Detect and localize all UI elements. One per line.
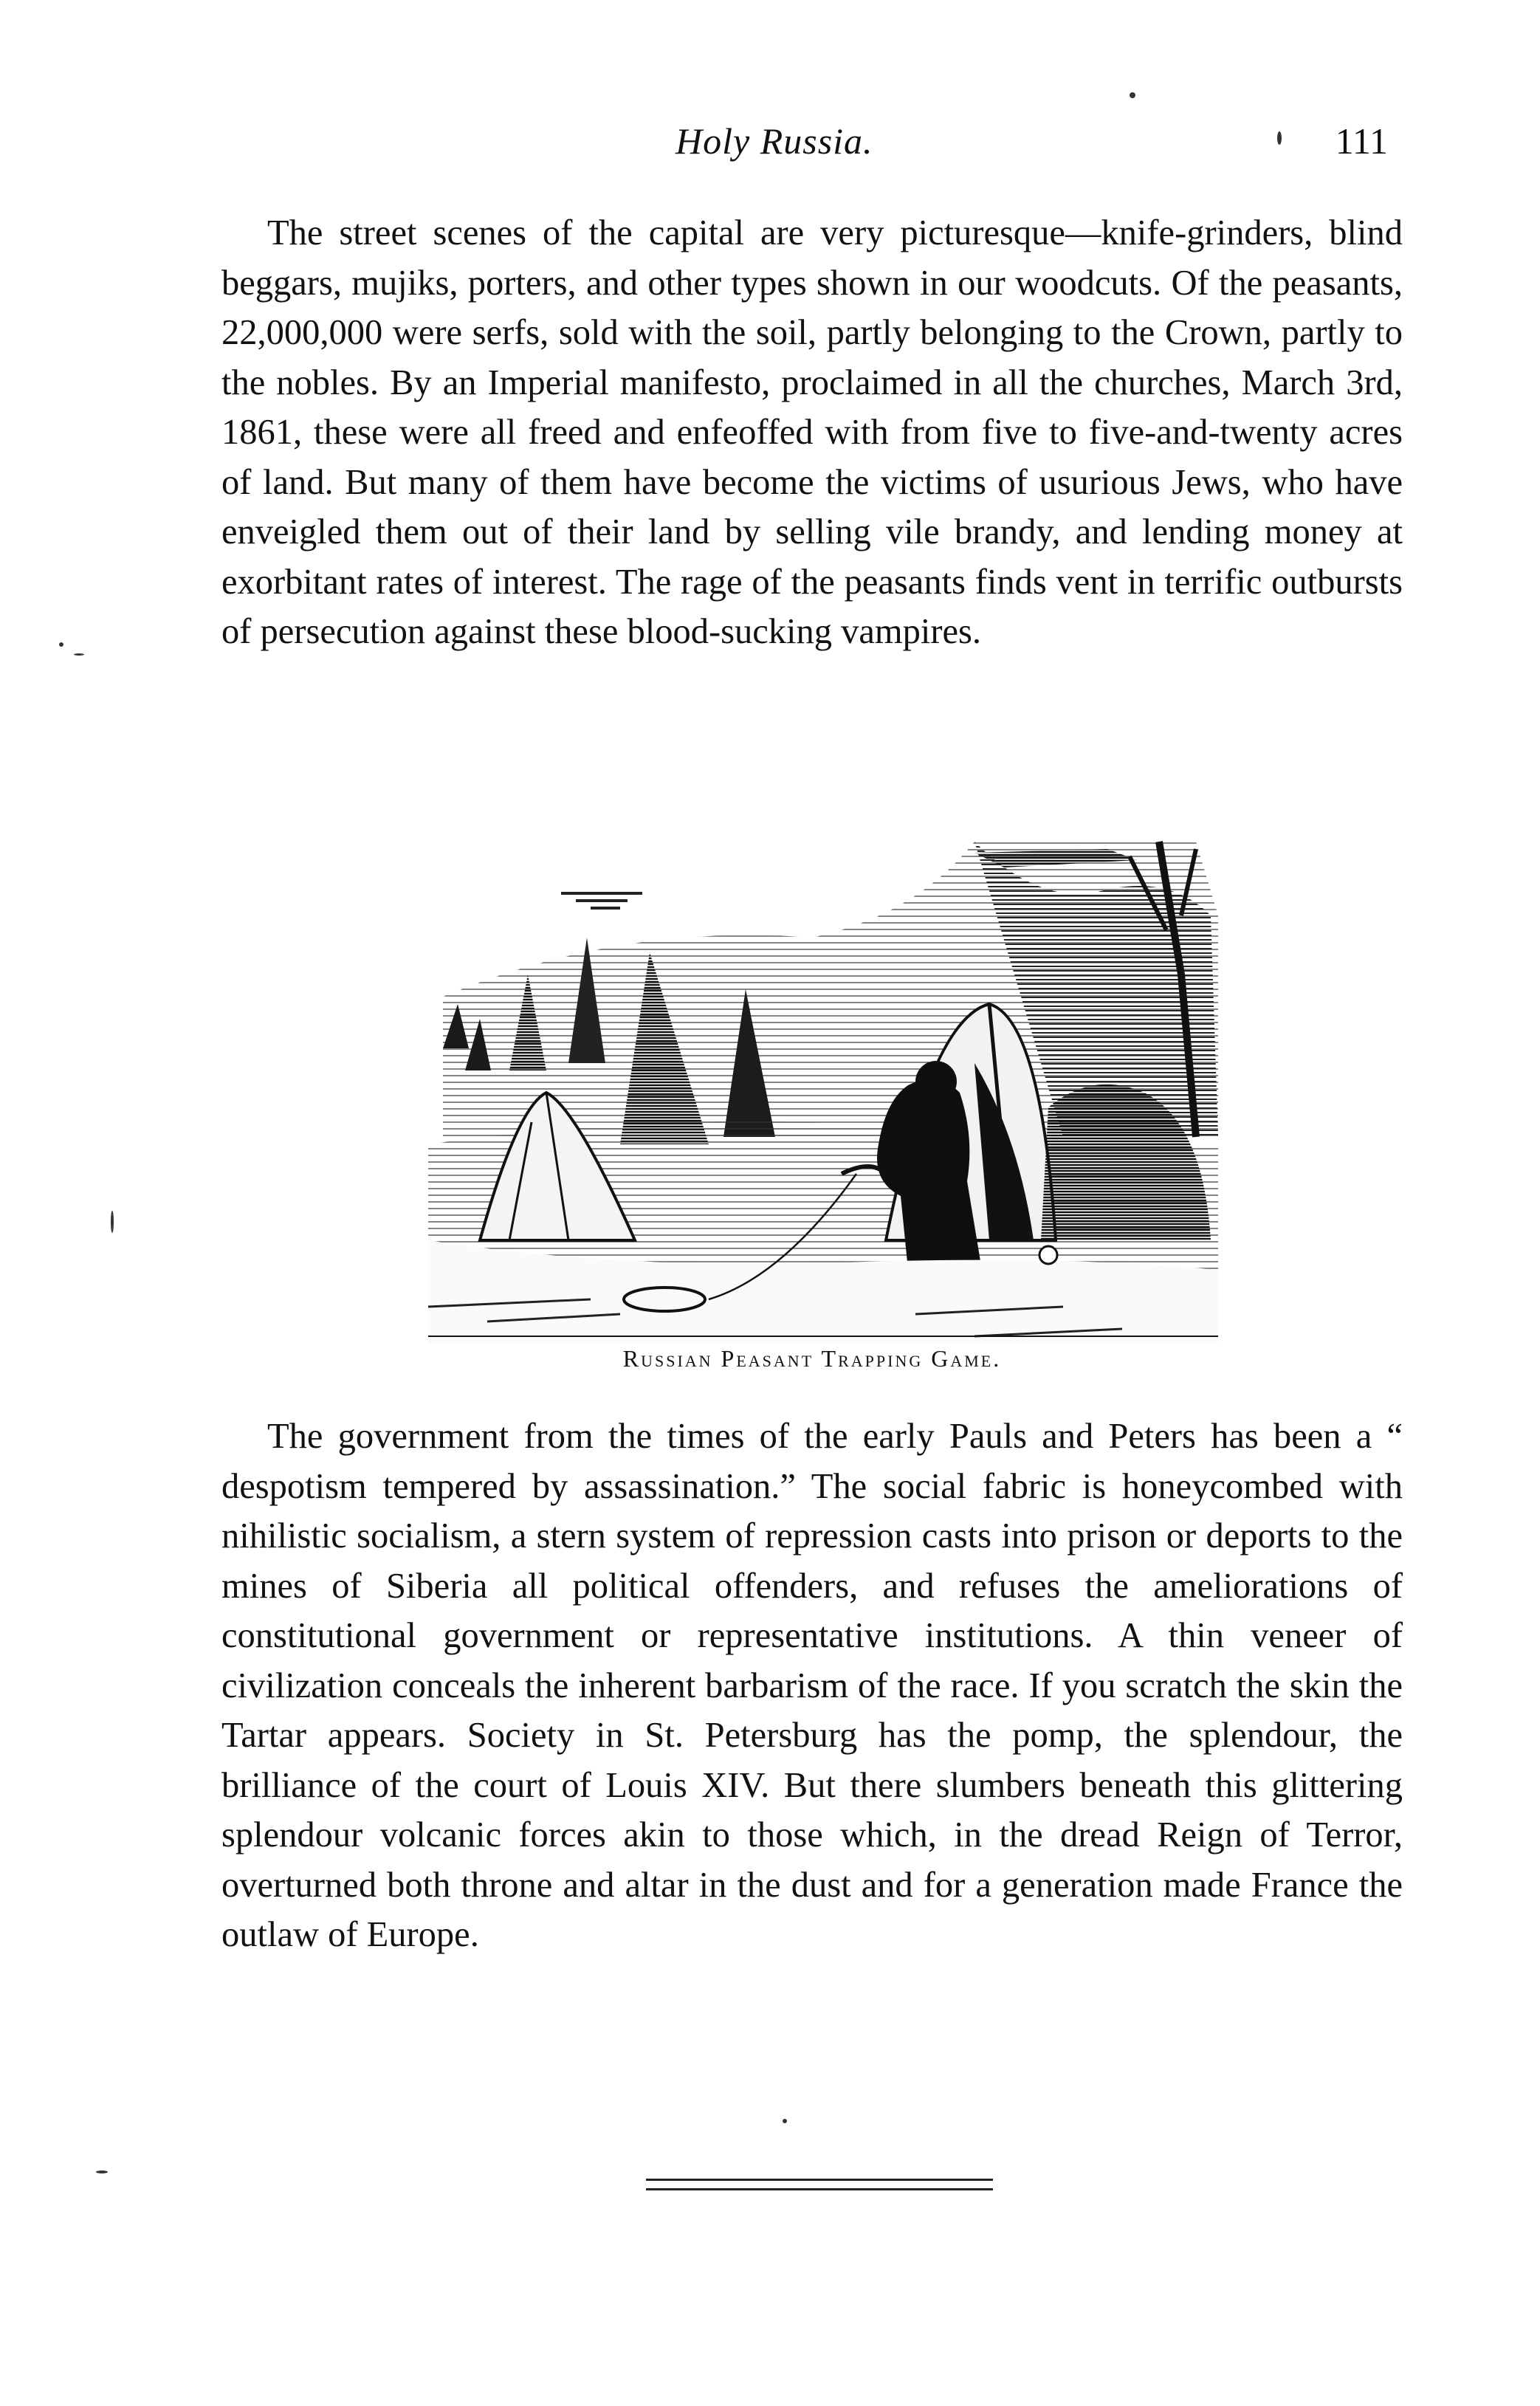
scan-speck: [96, 2170, 108, 2173]
running-header: [221, 120, 1403, 179]
scan-speck: [1277, 131, 1282, 145]
paragraph-street-scenes: The street scenes of the capital are very picturesque—knife-grinders, blind beggars, mujiks, porters, and other types shown in our woodcuts. Of the peasants, 22,000,000 were serfs, sold with the soil, partly belonging to the Crown, partly to the nobles. By an Imperial manifesto, proclaimed in all the churches, March 3rd, 1861, these were all freed and enfeoffed with from five to five-and-twenty acres of land. But many of them have become the victims of usurious Jews, who have enveigled them out of their land by selling vile brandy, and lending money at exorbitant rates of interest. The rage of the peasants finds vent in terrific outbursts of persecution against these blood-sucking vampires.: [221, 213, 1403, 651]
paragraph-government: The government from the times of the early Pauls and Peters has been a “ despotism tempered by assassination.” The social fabric is honeycombed with nihilistic socialism, a stern system of repression casts into prison or deports to the mines of Siberia all political offenders, and refuses the ameliorations of constitutional government or representative institutions. A thin veneer of civilization conceals the inherent barbarism of the race. If you scratch the skin the Tartar appears. Society in St. Petersburg has the pomp, the splendour, the brilliance of the court of Louis XIV. But there slumbers beneath this glittering splendour volcanic forces akin to those which, in the dread Reign of Terror, overturned both throne and altar in the dust and for a generation made France the outlaw of Europe.: [221, 1417, 1403, 1954]
scan-speck: [59, 642, 63, 647]
scan-speck: [1130, 92, 1135, 98]
end-rule-bottom: [646, 2188, 993, 2190]
running-title: Holy Russia.: [676, 120, 873, 162]
scan-speck: [111, 1211, 114, 1233]
end-rule-top: [646, 2179, 993, 2181]
woodcut-image: [399, 827, 1240, 1344]
scan-speck: [783, 2119, 787, 2123]
scan-speck: [74, 653, 84, 656]
woodcut-illustration: [399, 827, 1240, 1344]
figure-caption: Russian Peasant Trapping Game.: [622, 1345, 1002, 1372]
page-number: 111: [1335, 120, 1388, 162]
